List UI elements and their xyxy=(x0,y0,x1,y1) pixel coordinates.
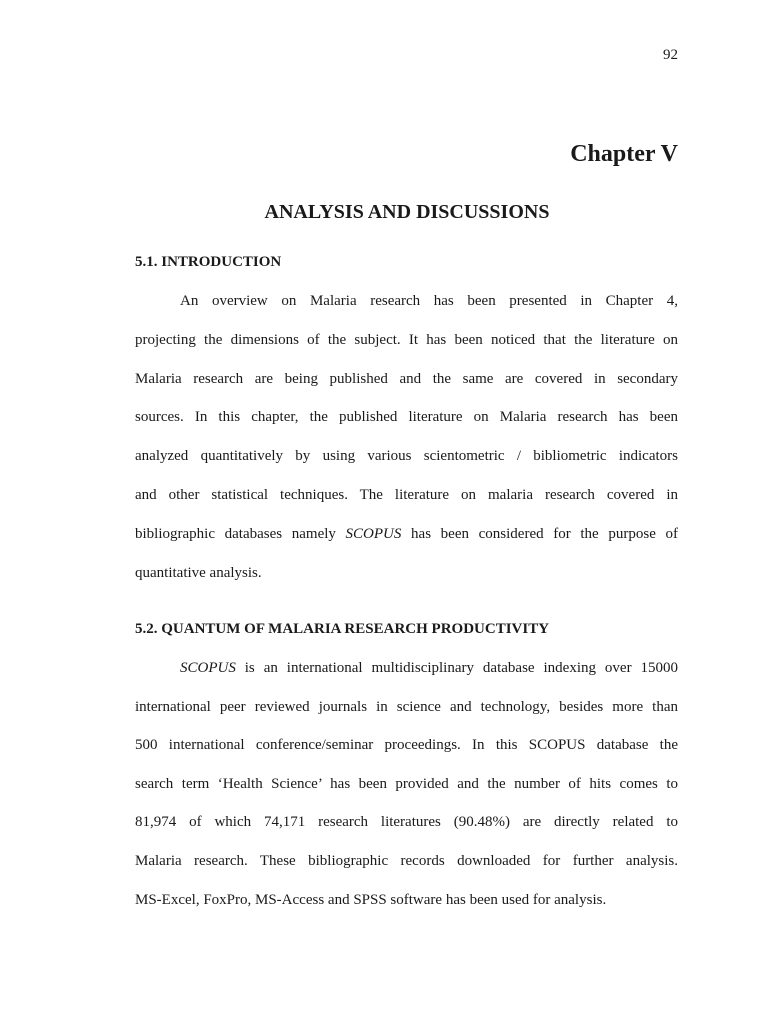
section-heading-introduction: 5.1. INTRODUCTION xyxy=(135,254,282,270)
paragraph-line: 81,974 of which 74,171 research literatures (90.48%) are directly related to xyxy=(135,814,678,831)
scopus-italic: SCOPUS xyxy=(180,660,236,676)
text-run: bibliographic databases namely xyxy=(135,525,346,542)
paragraph-line: An overview on Malaria research has been presented in Chapter 4, xyxy=(180,293,678,309)
scopus-italic: SCOPUS xyxy=(345,525,402,542)
quantum-paragraph xyxy=(135,658,678,928)
paragraph-line: 500 international conference/seminar proceedings. In this SCOPUS database the xyxy=(135,737,678,754)
paragraph-line: Malaria research. These bibliographic records downloaded for further analysis. xyxy=(135,852,678,869)
paragraph-line: and other statistical techniques. The literature on malaria research covered in xyxy=(135,486,678,503)
page-number: 92 xyxy=(663,47,678,63)
paragraph-line: search term ‘Health Science’ has been provided and the number of hits comes to xyxy=(135,775,678,792)
paragraph-line: projecting the dimensions of the subject. It has been noticed that the literature on xyxy=(135,331,678,348)
paragraph-line xyxy=(135,658,678,697)
text-run: has been considered for the purpose of xyxy=(401,525,678,542)
paragraph-line xyxy=(135,524,678,563)
section-heading-quantum: 5.2. QUANTUM OF MALARIA RESEARCH PRODUCTIVITY xyxy=(135,621,550,637)
paragraph-line: MS-Excel, FoxPro, MS-Access and SPSS software has been used for analysis. xyxy=(135,891,607,908)
main-title: ANALYSIS AND DISCUSSIONS xyxy=(264,201,550,223)
paragraph-line: Malaria research are being published and the same are covered in secondary xyxy=(135,370,678,387)
introduction-paragraph xyxy=(135,291,678,601)
paragraph-line: quantitative analysis. xyxy=(135,564,262,581)
chapter-title: Chapter V xyxy=(570,141,678,167)
text-run: is an international multidisciplinary database indexing over 15000 xyxy=(235,660,678,676)
paragraph-line: analyzed quantitatively by using various scientometric / bibliometric indicators xyxy=(135,448,678,465)
paragraph-line: sources. In this chapter, the published literature on Malaria research has been xyxy=(135,409,678,426)
paragraph-line: international peer reviewed journals in science and technology, besides more than xyxy=(135,698,678,715)
